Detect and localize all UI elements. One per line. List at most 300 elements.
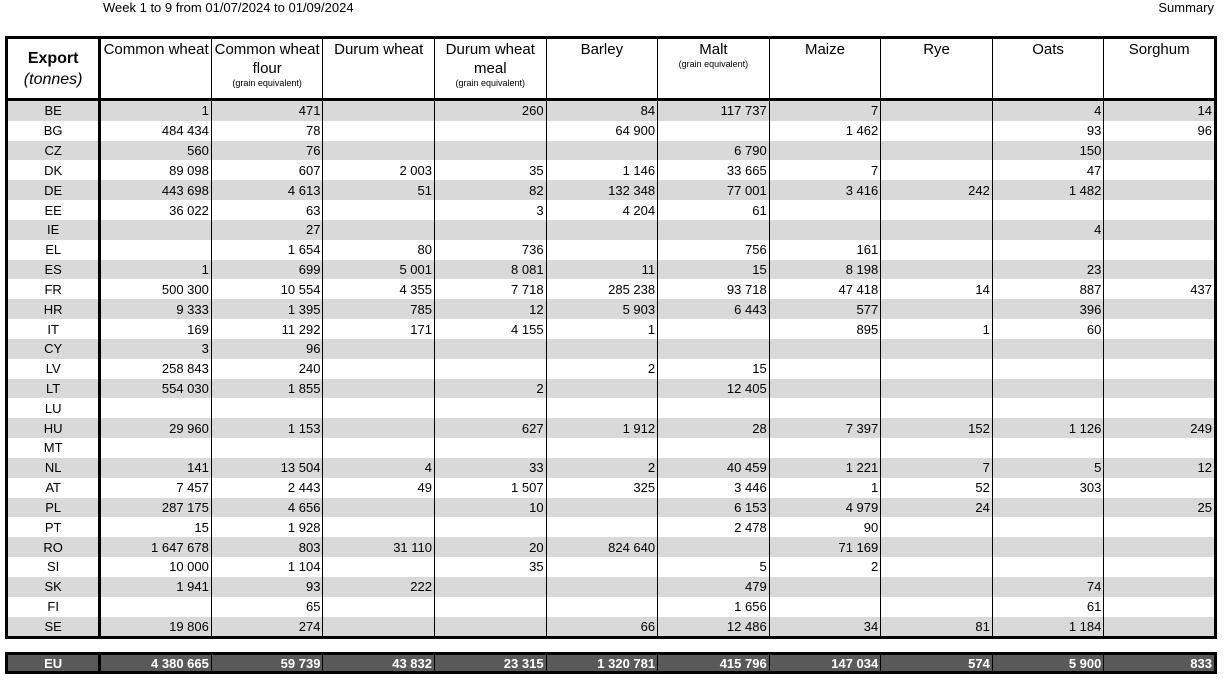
country-code: IE (7, 220, 100, 240)
country-code: HR (7, 299, 100, 319)
value-cell (1104, 577, 1216, 597)
value-cell: 1 647 678 (100, 537, 212, 557)
value-cell: 325 (546, 478, 658, 498)
country-code: MT (7, 438, 100, 458)
eu-total-cell: 23 315 (435, 654, 547, 673)
value-cell (435, 398, 547, 418)
table-row (7, 260, 1216, 280)
column-title: Maize (804, 41, 845, 58)
value-cell: 577 (769, 299, 881, 319)
value-cell (211, 438, 323, 458)
table-row (7, 180, 1216, 200)
table-row (7, 597, 1216, 617)
table-row (7, 498, 1216, 518)
value-cell: 15 (100, 517, 212, 537)
value-cell: 1 104 (211, 557, 323, 577)
column-header (435, 38, 547, 100)
value-cell (323, 359, 435, 379)
eu-total-cell: 147 034 (769, 654, 881, 673)
value-cell: 607 (211, 160, 323, 180)
value-cell (881, 200, 993, 220)
value-cell: 560 (100, 141, 212, 161)
value-cell: 303 (992, 478, 1104, 498)
value-cell (658, 339, 770, 359)
country-code: EE (7, 200, 100, 220)
value-cell (1104, 200, 1216, 220)
value-cell: 11 (546, 260, 658, 280)
value-cell: 117 737 (658, 100, 770, 121)
value-cell: 8 081 (435, 260, 547, 280)
value-cell (1104, 379, 1216, 399)
value-cell: 6 790 (658, 141, 770, 161)
column-subtitle: (grain equivalent) (455, 78, 526, 88)
value-cell (992, 339, 1104, 359)
value-cell (546, 557, 658, 577)
value-cell (435, 121, 547, 141)
value-cell (1104, 597, 1216, 617)
value-cell (881, 100, 993, 121)
table-row (7, 458, 1216, 478)
value-cell: 3 416 (769, 180, 881, 200)
value-cell (546, 398, 658, 418)
value-cell: 74 (992, 577, 1104, 597)
table-row (7, 398, 1216, 418)
value-cell: 93 (992, 121, 1104, 141)
value-cell: 12 486 (658, 617, 770, 638)
value-cell (1104, 141, 1216, 161)
table-row (7, 319, 1216, 339)
table-row (7, 220, 1216, 240)
value-cell: 81 (881, 617, 993, 638)
value-cell: 3 (100, 339, 212, 359)
value-cell: 150 (992, 141, 1104, 161)
value-cell: 10 (435, 498, 547, 518)
table-row (7, 379, 1216, 399)
country-code: NL (7, 458, 100, 478)
value-cell: 500 300 (100, 279, 212, 299)
value-cell (992, 240, 1104, 260)
summary-label: Summary (1158, 0, 1214, 15)
value-cell: 20 (435, 537, 547, 557)
value-cell (1104, 359, 1216, 379)
value-cell: 1 654 (211, 240, 323, 260)
table-row (7, 279, 1216, 299)
value-cell (658, 220, 770, 240)
value-cell: 65 (211, 597, 323, 617)
value-cell: 479 (658, 577, 770, 597)
value-cell: 396 (992, 299, 1104, 319)
column-header (881, 38, 993, 100)
value-cell (100, 398, 212, 418)
value-cell: 1 (881, 319, 993, 339)
value-cell (658, 319, 770, 339)
value-cell: 7 397 (769, 418, 881, 438)
table-row (7, 517, 1216, 537)
value-cell: 77 001 (658, 180, 770, 200)
value-cell: 12 405 (658, 379, 770, 399)
value-cell (881, 577, 993, 597)
country-code: SI (7, 557, 100, 577)
country-code: SK (7, 577, 100, 597)
value-cell: 1 (546, 319, 658, 339)
value-cell (1104, 478, 1216, 498)
value-cell (881, 299, 993, 319)
value-cell: 23 (992, 260, 1104, 280)
value-cell (881, 121, 993, 141)
value-cell (323, 517, 435, 537)
value-cell (211, 398, 323, 418)
eu-total-cell: 574 (881, 654, 993, 673)
unit-label: (tonnes) (23, 71, 83, 88)
eu-total-cell: 43 832 (323, 654, 435, 673)
value-cell: 2 003 (323, 160, 435, 180)
value-cell: 29 960 (100, 418, 212, 438)
column-header (211, 38, 323, 100)
value-cell: 4 (323, 458, 435, 478)
value-cell (992, 398, 1104, 418)
column-header (323, 38, 435, 100)
value-cell: 35 (435, 557, 547, 577)
value-cell (881, 359, 993, 379)
value-cell: 96 (211, 339, 323, 359)
value-cell: 222 (323, 577, 435, 597)
eu-total-cell: 833 (1104, 654, 1216, 673)
value-cell (323, 498, 435, 518)
value-cell: 40 459 (658, 458, 770, 478)
value-cell (323, 617, 435, 638)
country-code: EL (7, 240, 100, 260)
value-cell (100, 220, 212, 240)
value-cell: 34 (769, 617, 881, 638)
export-header (7, 38, 100, 100)
value-cell: 35 (435, 160, 547, 180)
column-title: Malt (699, 41, 728, 58)
value-cell: 15 (658, 359, 770, 379)
eu-total-cell: 5 900 (992, 654, 1104, 673)
value-cell (435, 141, 547, 161)
value-cell: 14 (1104, 100, 1216, 121)
country-code: CY (7, 339, 100, 359)
value-cell (881, 141, 993, 161)
country-code: PT (7, 517, 100, 537)
value-cell: 240 (211, 359, 323, 379)
value-cell: 93 718 (658, 279, 770, 299)
value-cell (323, 557, 435, 577)
value-cell (435, 220, 547, 240)
value-cell: 1 (100, 260, 212, 280)
value-cell: 887 (992, 279, 1104, 299)
table-row (7, 100, 1216, 121)
value-cell: 6 443 (658, 299, 770, 319)
value-cell: 7 (769, 160, 881, 180)
value-cell: 66 (546, 617, 658, 638)
value-cell (323, 220, 435, 240)
value-cell (546, 240, 658, 260)
value-cell: 7 (881, 458, 993, 478)
value-cell: 484 434 (100, 121, 212, 141)
value-cell: 25 (1104, 498, 1216, 518)
value-cell: 242 (881, 180, 993, 200)
value-cell (435, 339, 547, 359)
country-code: PL (7, 498, 100, 518)
value-cell (881, 517, 993, 537)
value-cell: 4 613 (211, 180, 323, 200)
value-cell: 443 698 (100, 180, 212, 200)
value-cell (992, 517, 1104, 537)
value-cell (323, 200, 435, 220)
value-cell: 1 153 (211, 418, 323, 438)
country-code: FI (7, 597, 100, 617)
value-cell (100, 240, 212, 260)
eu-label: EU (7, 654, 100, 673)
table-row (7, 438, 1216, 458)
value-cell (881, 438, 993, 458)
country-code: DE (7, 180, 100, 200)
value-cell: 3 (435, 200, 547, 220)
value-cell: 895 (769, 319, 881, 339)
value-cell: 2 (769, 557, 881, 577)
country-code: CZ (7, 141, 100, 161)
value-cell (992, 438, 1104, 458)
column-subtitle: (grain equivalent) (232, 78, 302, 88)
export-label: Export (27, 50, 79, 67)
value-cell: 627 (435, 418, 547, 438)
value-cell: 7 (769, 100, 881, 121)
value-cell (992, 498, 1104, 518)
column-header (1104, 38, 1216, 100)
value-cell: 4 155 (435, 319, 547, 339)
value-cell (769, 359, 881, 379)
value-cell: 169 (100, 319, 212, 339)
value-cell (323, 121, 435, 141)
value-cell: 287 175 (100, 498, 212, 518)
value-cell: 4 979 (769, 498, 881, 518)
table-row (7, 299, 1216, 319)
value-cell: 15 (658, 260, 770, 280)
value-cell (323, 339, 435, 359)
value-cell (881, 557, 993, 577)
value-cell (546, 141, 658, 161)
value-cell (992, 537, 1104, 557)
value-cell (992, 359, 1104, 379)
value-cell (323, 438, 435, 458)
value-cell: 5 (992, 458, 1104, 478)
value-cell: 80 (323, 240, 435, 260)
value-cell (1104, 537, 1216, 557)
value-cell: 9 333 (100, 299, 212, 319)
column-header (769, 38, 881, 100)
value-cell (769, 379, 881, 399)
value-cell: 437 (1104, 279, 1216, 299)
value-cell: 1 395 (211, 299, 323, 319)
value-cell: 19 806 (100, 617, 212, 638)
eu-total-cell: 4 380 665 (100, 654, 212, 673)
value-cell (546, 517, 658, 537)
value-cell (323, 418, 435, 438)
table-row (7, 557, 1216, 577)
value-cell: 31 110 (323, 537, 435, 557)
value-cell (658, 438, 770, 458)
country-code: BG (7, 121, 100, 141)
value-cell (769, 398, 881, 418)
value-cell: 61 (658, 200, 770, 220)
value-cell (323, 141, 435, 161)
value-cell: 1 221 (769, 458, 881, 478)
value-cell: 554 030 (100, 379, 212, 399)
value-cell: 699 (211, 260, 323, 280)
value-cell (435, 577, 547, 597)
column-header (546, 38, 658, 100)
table-row (7, 121, 1216, 141)
value-cell: 33 (435, 458, 547, 478)
value-cell: 47 418 (769, 279, 881, 299)
column-title: Durum wheat (334, 41, 424, 58)
value-cell: 274 (211, 617, 323, 638)
value-cell (1104, 617, 1216, 638)
country-code: LT (7, 379, 100, 399)
value-cell (435, 517, 547, 537)
value-cell (1104, 319, 1216, 339)
value-cell (769, 577, 881, 597)
eu-total-cell: 59 739 (211, 654, 323, 673)
value-cell (546, 577, 658, 597)
value-cell: 3 446 (658, 478, 770, 498)
table-row (7, 240, 1216, 260)
value-cell (1104, 180, 1216, 200)
value-cell (769, 438, 881, 458)
value-cell (992, 379, 1104, 399)
value-cell: 33 665 (658, 160, 770, 180)
value-cell (100, 597, 212, 617)
value-cell: 132 348 (546, 180, 658, 200)
value-cell: 24 (881, 498, 993, 518)
value-cell: 249 (1104, 418, 1216, 438)
value-cell: 1 462 (769, 121, 881, 141)
value-cell: 756 (658, 240, 770, 260)
value-cell (1104, 557, 1216, 577)
export-table (5, 36, 1217, 639)
value-cell (881, 339, 993, 359)
table-header-row (7, 38, 1216, 100)
value-cell: 84 (546, 100, 658, 121)
value-cell (1104, 160, 1216, 180)
value-cell (881, 398, 993, 418)
eu-total-cell: 1 320 781 (546, 654, 658, 673)
value-cell (1104, 240, 1216, 260)
value-cell (546, 597, 658, 617)
table-body (7, 100, 1216, 638)
value-cell (1104, 398, 1216, 418)
value-cell (881, 379, 993, 399)
value-cell: 13 504 (211, 458, 323, 478)
value-cell: 51 (323, 180, 435, 200)
value-cell: 803 (211, 537, 323, 557)
value-cell (1104, 299, 1216, 319)
value-cell: 36 022 (100, 200, 212, 220)
value-cell: 89 098 (100, 160, 212, 180)
country-code: DK (7, 160, 100, 180)
value-cell (769, 597, 881, 617)
value-cell: 2 (435, 379, 547, 399)
column-header (992, 38, 1104, 100)
value-cell (546, 220, 658, 240)
value-cell (769, 220, 881, 240)
value-cell: 64 900 (546, 121, 658, 141)
table-row (7, 418, 1216, 438)
column-title: Sorghum (1128, 41, 1190, 58)
value-cell: 96 (1104, 121, 1216, 141)
value-cell: 1 (100, 100, 212, 121)
value-cell (435, 617, 547, 638)
value-cell (769, 339, 881, 359)
value-cell: 260 (435, 100, 547, 121)
value-cell: 28 (658, 418, 770, 438)
column-title: Durum wheat meal (445, 41, 535, 77)
value-cell (323, 379, 435, 399)
column-header (100, 38, 212, 100)
value-cell (881, 260, 993, 280)
value-cell (769, 141, 881, 161)
value-cell: 4 (992, 220, 1104, 240)
value-cell (881, 240, 993, 260)
value-cell (658, 537, 770, 557)
value-cell (658, 398, 770, 418)
value-cell: 2 443 (211, 478, 323, 498)
value-cell: 14 (881, 279, 993, 299)
value-cell: 1 656 (658, 597, 770, 617)
value-cell: 63 (211, 200, 323, 220)
value-cell: 1 (769, 478, 881, 498)
table-row (7, 577, 1216, 597)
value-cell (546, 498, 658, 518)
value-cell: 1 507 (435, 478, 547, 498)
country-code: HU (7, 418, 100, 438)
value-cell: 90 (769, 517, 881, 537)
value-cell (435, 597, 547, 617)
value-cell: 1 146 (546, 160, 658, 180)
column-title: Rye (923, 41, 950, 58)
value-cell: 27 (211, 220, 323, 240)
value-cell: 4 (992, 100, 1104, 121)
value-cell: 1 482 (992, 180, 1104, 200)
value-cell (323, 398, 435, 418)
country-code: BE (7, 100, 100, 121)
value-cell: 7 718 (435, 279, 547, 299)
country-code: RO (7, 537, 100, 557)
country-code: IT (7, 319, 100, 339)
value-cell (769, 200, 881, 220)
value-cell: 49 (323, 478, 435, 498)
value-cell: 8 198 (769, 260, 881, 280)
value-cell: 71 169 (769, 537, 881, 557)
value-cell: 171 (323, 319, 435, 339)
value-cell: 61 (992, 597, 1104, 617)
value-cell (1104, 339, 1216, 359)
value-cell: 2 (546, 359, 658, 379)
country-code: SE (7, 617, 100, 638)
value-cell: 6 153 (658, 498, 770, 518)
value-cell: 1 941 (100, 577, 212, 597)
value-cell: 258 843 (100, 359, 212, 379)
value-cell (881, 220, 993, 240)
table-row (7, 141, 1216, 161)
country-code: AT (7, 478, 100, 498)
country-code: LV (7, 359, 100, 379)
value-cell: 471 (211, 100, 323, 121)
value-cell (992, 200, 1104, 220)
value-cell: 824 640 (546, 537, 658, 557)
value-cell: 11 292 (211, 319, 323, 339)
